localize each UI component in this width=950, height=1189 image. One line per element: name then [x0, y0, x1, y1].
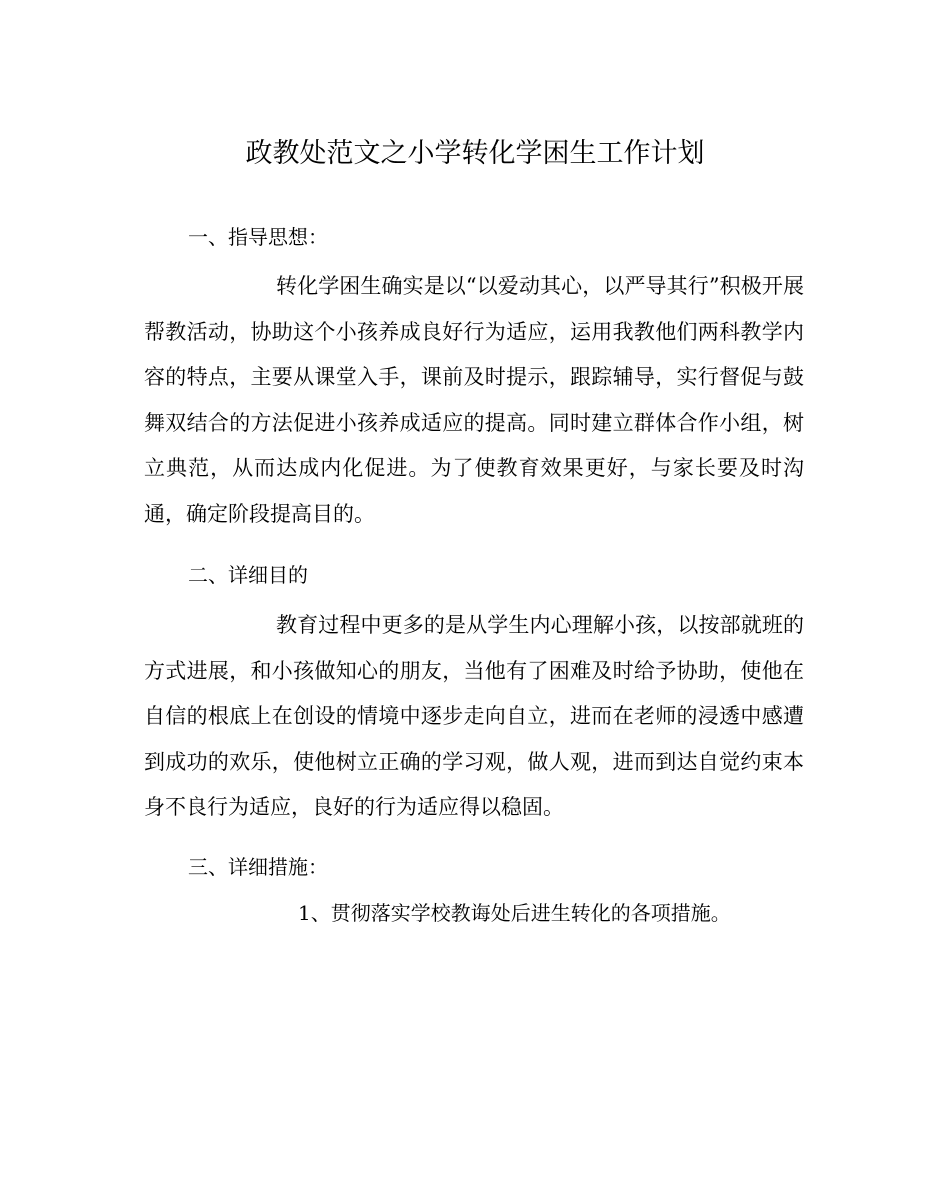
- document-title: 政教处范文之小学转化学困生工作计划: [245, 138, 705, 169]
- section-paragraph-guiding-thought: 转化学困生确实是以“以爱动其心，以严导其行”积极开展帮教活动，协助这个小孩养成良好行为适应，运用我教他们两科教学内容的特点，主要从课堂入手，课前及时提示，跟踪辅导，实行督促与鼓舞双结合的方法促进小孩养成适应的提高。同时建立群体合作小组，树立典范，从而达成内化促进。为了使教育效果更好，与家长要及时沟通，确定阶段提高目的。: [144, 274, 804, 526]
- section-paragraph-specific-goals: 教育过程中更多的是从学生内心理解小孩，以按部就班的方式进展，和小孩做知心的朋友，当他有了困难及时给予协助，使他在自信的根底上在创设的情境中逐步走向自立，进而在老师的浸透中感遭到成功的欢乐，使他树立正确的学习观，做人观，进而到达自觉约束本身不良行为适应，良好的行为适应得以稳固。: [144, 613, 804, 819]
- measure-item-1: 1、贯彻落实学校教诲处后进生转化的各项措施。: [298, 901, 731, 925]
- section-heading-specific-measures: 三、详细措施：: [188, 855, 328, 879]
- section-heading-specific-goals: 二、详细目的: [188, 563, 308, 587]
- section-heading-guiding-thought: 一、指导思想：: [188, 225, 328, 249]
